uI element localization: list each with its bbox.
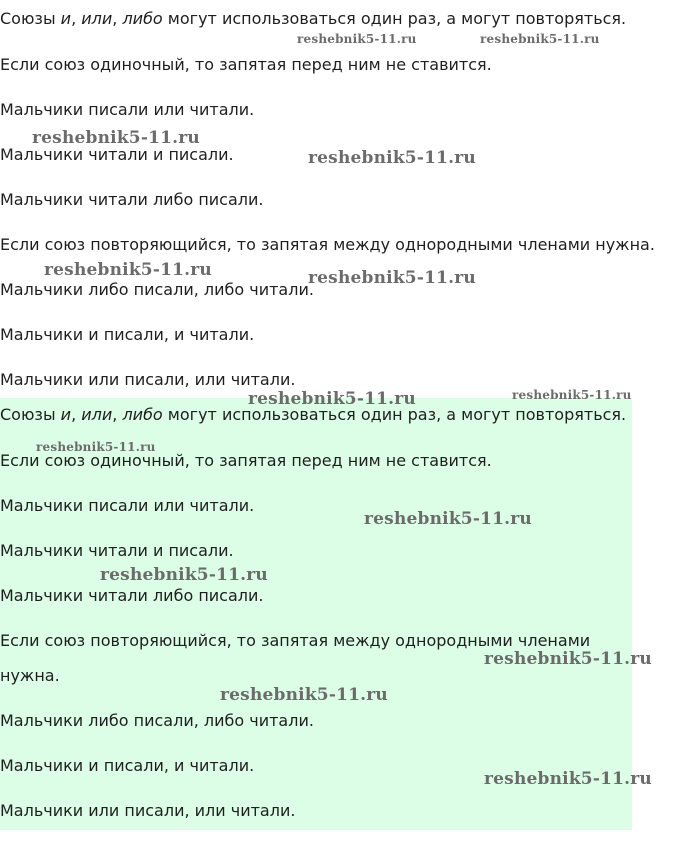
single-conjunction-rule: Если союз одиночный, то запятая перед ним не ставится. (0, 55, 492, 74)
example-sentence: Мальчики читали либо писали. (0, 190, 264, 209)
intro-text: Союзы и, или, либо могут использоваться один раз, а могут повторяться. (0, 9, 627, 28)
example-sentence: Мальчики и писали, и читали. (0, 756, 255, 775)
watermark: reshebnik5-11.ru (36, 440, 156, 454)
example-sentence: Мальчики либо писали, либо читали. (0, 280, 314, 299)
watermark: reshebnik5-11.ru (308, 148, 476, 168)
watermark: reshebnik5-11.ru (32, 128, 200, 148)
repeated-conjunction-rule: Если союз повторяющийся, то запятая между однородными членами нужна. (0, 235, 655, 254)
example-sentence: Мальчики читали и писали. (0, 145, 234, 164)
intro-text: Союзы и, или, либо могут использоваться один раз, а могут повторяться. (0, 405, 627, 424)
example-sentence: Мальчики и писали, и читали. (0, 325, 255, 344)
watermark: reshebnik5-11.ru (248, 389, 416, 409)
watermark: reshebnik5-11.ru (308, 268, 476, 288)
example-sentence: Мальчики писали или читали. (0, 496, 255, 515)
watermark: reshebnik5-11.ru (484, 769, 652, 789)
example-sentence: Мальчики читали либо писали. (0, 586, 264, 605)
single-conjunction-rule: Если союз одиночный, то запятая перед ним не ставится. (0, 451, 492, 470)
watermark: reshebnik5-11.ru (220, 685, 388, 705)
example-sentence: Мальчики либо писали, либо читали. (0, 711, 314, 730)
example-sentence: Мальчики писали или читали. (0, 100, 255, 119)
watermark: reshebnik5-11.ru (364, 509, 532, 529)
repeated-conjunction-rule: Если союз повторяющийся, то запятая между однородными членами (0, 631, 591, 650)
watermark: reshebnik5-11.ru (100, 565, 268, 585)
repeated-conjunction-rule-continued: нужна. (0, 666, 60, 685)
example-sentence: Мальчики читали и писали. (0, 541, 234, 560)
watermark: reshebnik5-11.ru (44, 260, 212, 280)
watermark: reshebnik5-11.ru (512, 388, 632, 402)
example-sentence: Мальчики или писали, или читали. (0, 370, 296, 389)
watermark: reshebnik5-11.ru (297, 32, 417, 46)
watermark: reshebnik5-11.ru (484, 649, 652, 669)
example-sentence: Мальчики или писали, или читали. (0, 801, 296, 820)
watermark: reshebnik5-11.ru (480, 32, 600, 46)
